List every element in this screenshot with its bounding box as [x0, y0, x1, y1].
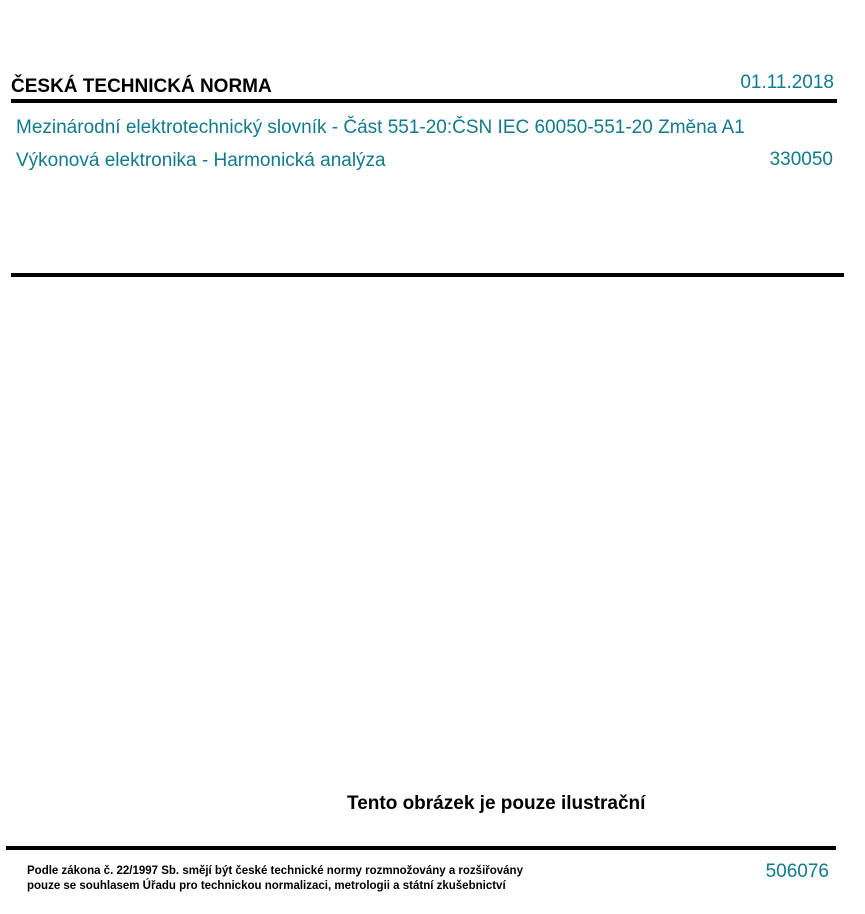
legal-notice: [27, 864, 523, 894]
document-subtitle: Výkonová elektronika - Harmonická analýza: [16, 150, 386, 171]
document-number: 506076: [765, 861, 829, 882]
document-title: Mezinárodní elektrotechnický slovník - Část 551-20:ČSN IEC 60050-551-20 Změna A1: [16, 117, 745, 138]
publication-date: 01.11.2018: [740, 72, 834, 93]
title-divider: [11, 273, 844, 277]
legal-notice-line2: pouze se souhlasem Úřadu pro technickou normalizaci, metrologii a státní zkušebnictví: [27, 880, 506, 892]
illustration-note: Tento obrázek je pouze ilustrační: [347, 793, 646, 814]
footer-divider: [6, 846, 836, 850]
classification-code: 330050: [769, 149, 833, 170]
header-divider: [11, 99, 837, 103]
norm-label: ČESKÁ TECHNICKÁ NORMA: [11, 76, 272, 97]
legal-notice-line1: Podle zákona č. 22/1997 Sb. smějí být české technické normy rozmnožovány a rozšiřovány: [27, 865, 523, 877]
